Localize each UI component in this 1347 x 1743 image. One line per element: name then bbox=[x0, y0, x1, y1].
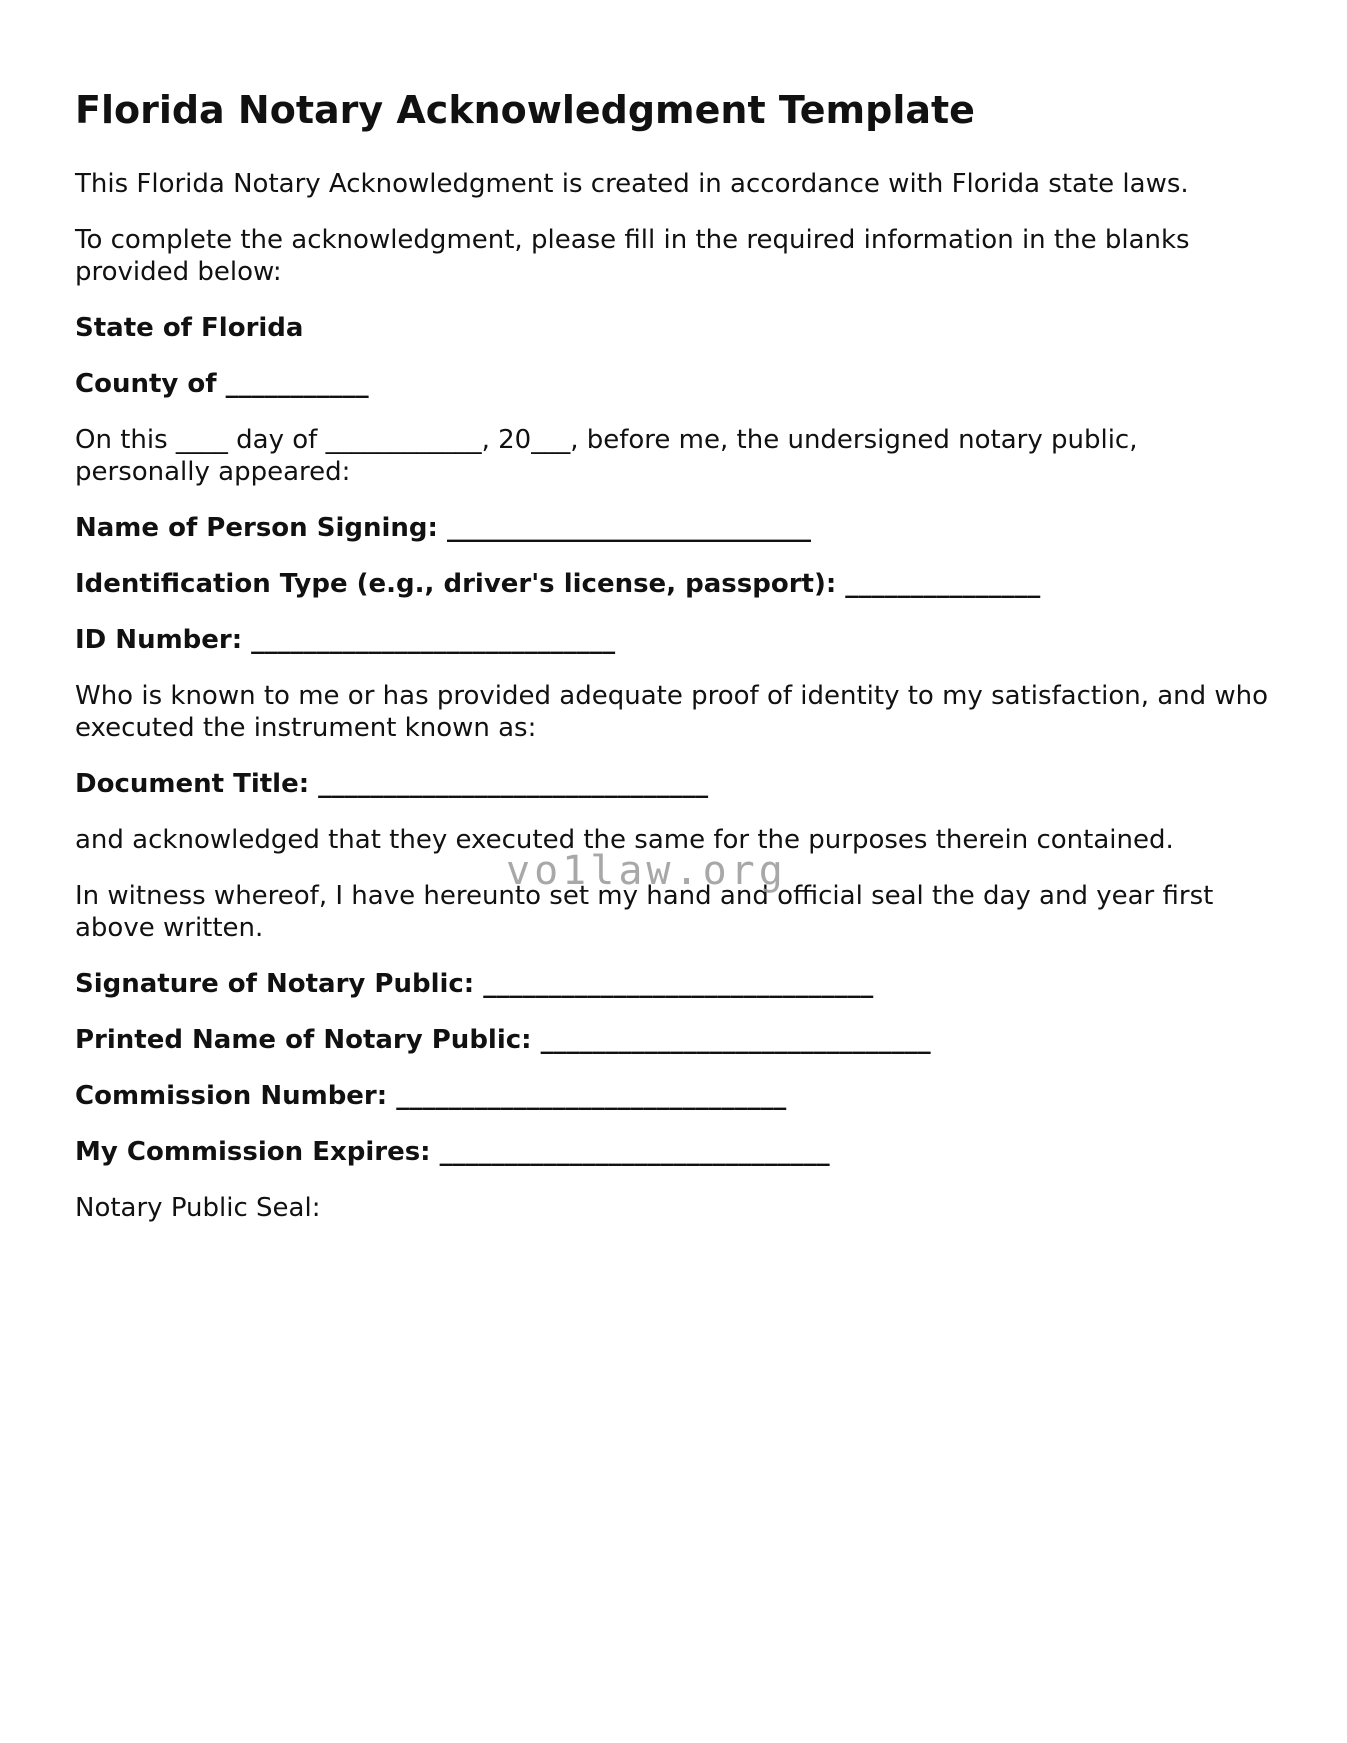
watermark: vo1law.org bbox=[506, 848, 787, 894]
id-number-field: ID Number: ____________________________ bbox=[75, 624, 616, 655]
county-field: County of ___________ bbox=[75, 368, 369, 399]
document-title-field: Document Title: ______________________________ bbox=[75, 768, 709, 799]
instructions-paragraph: To complete the acknowledgment, please fill in the required information in the blanks provided below: bbox=[75, 224, 1190, 287]
commission-number-field: Commission Number: ______________________________ bbox=[75, 1080, 787, 1111]
notary-printed-name-field: Printed Name of Notary Public: ______________________________ bbox=[75, 1024, 931, 1055]
acknowledged-clause: and acknowledged that they executed the same for the purposes therein contained. bbox=[75, 824, 1174, 855]
document-title: Florida Notary Acknowledgment Template bbox=[75, 88, 975, 132]
commission-expires-field: My Commission Expires: ______________________________ bbox=[75, 1136, 830, 1167]
document-page bbox=[75, 88, 1275, 1248]
identity-clause: Who is known to me or has provided adequate proof of identity to my satisfaction, and who executed the instrument known as: bbox=[75, 680, 1269, 743]
witness-clause: In witness whereof, I have hereunto set my hand and official seal the day and year first above written. bbox=[75, 880, 1214, 943]
date-clause: On this ____ day of ____________, 20___, before me, the undersigned notary public, personally appeared: bbox=[75, 424, 1138, 487]
name-of-person-signing-field: Name of Person Signing: ____________________________ bbox=[75, 512, 811, 543]
notary-seal-label: Notary Public Seal: bbox=[75, 1192, 321, 1223]
state-line: State of Florida bbox=[75, 312, 304, 343]
identification-type-field: Identification Type (e.g., driver's license, passport): _______________ bbox=[75, 568, 1041, 599]
intro-paragraph: This Florida Notary Acknowledgment is created in accordance with Florida state laws. bbox=[75, 168, 1189, 199]
notary-signature-field: Signature of Notary Public: ______________________________ bbox=[75, 968, 874, 999]
